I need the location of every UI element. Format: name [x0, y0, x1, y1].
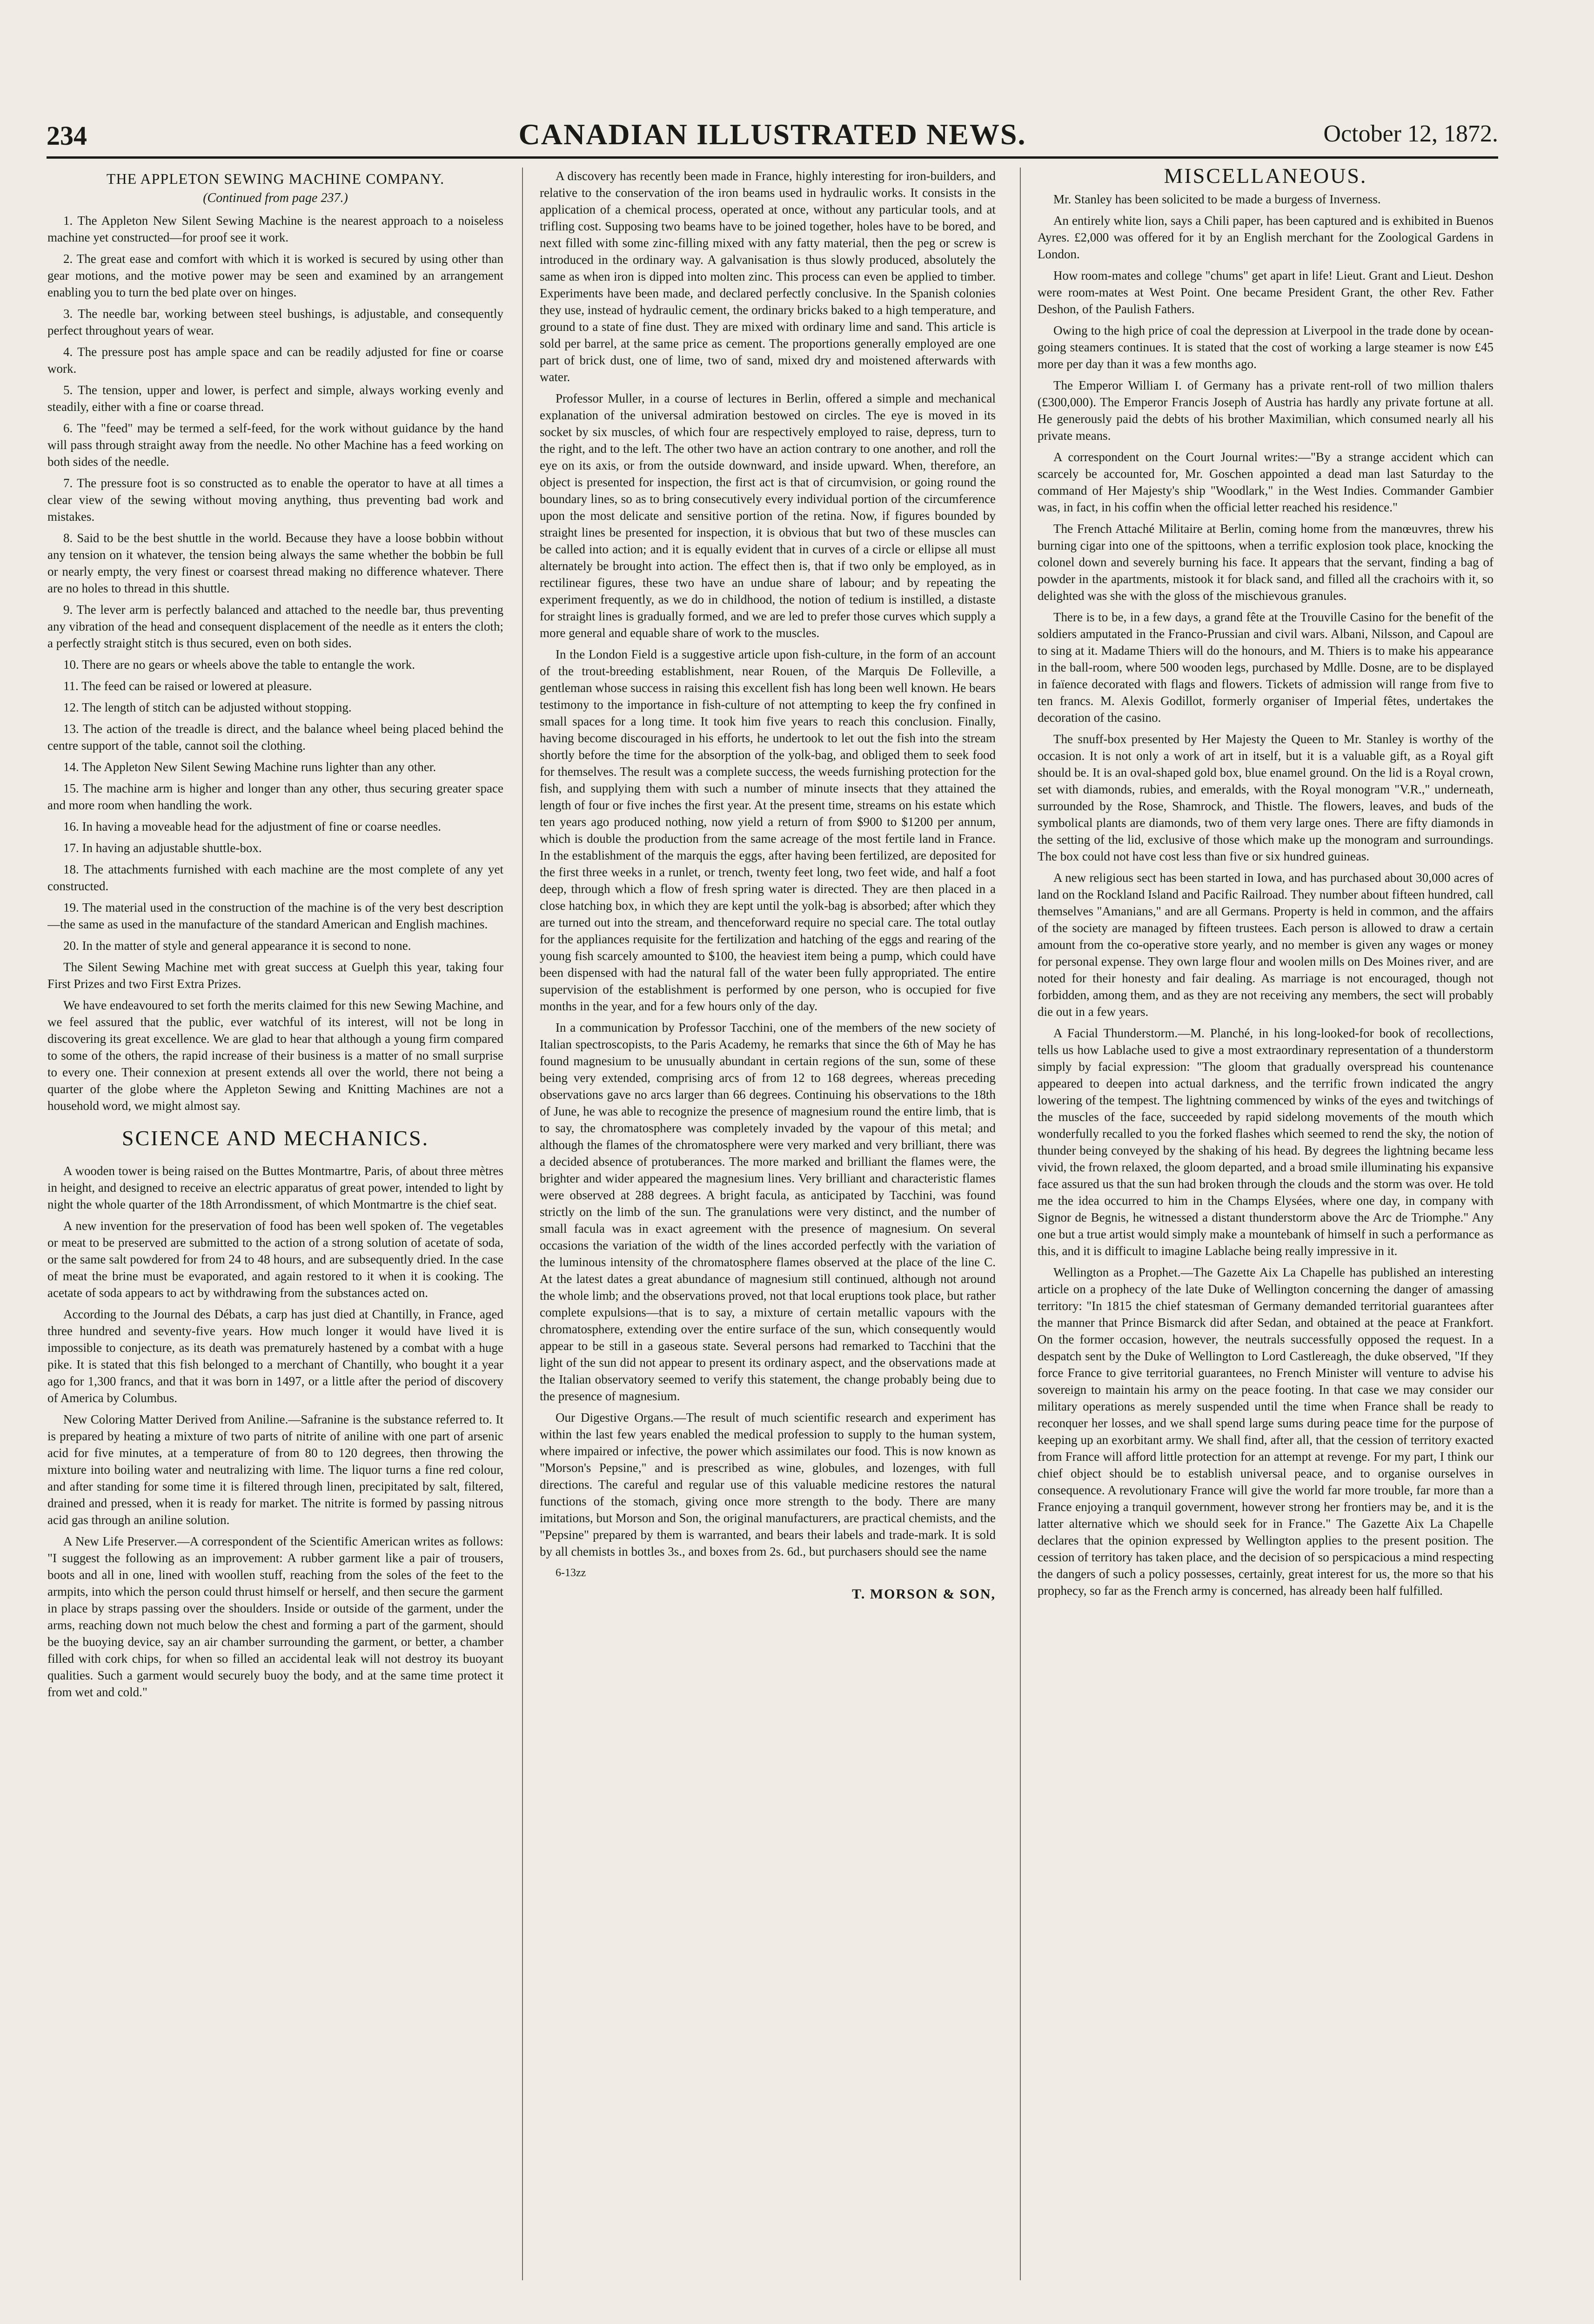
masthead — [47, 116, 1498, 154]
article-body — [1038, 191, 1494, 1599]
paragraph: 10. There are no gears or wheels above the table to entangle the work. — [63, 658, 415, 672]
paragraph: 6. The "feed" may be termed a self-feed, for the work without guidance by the hand will pass through straight away from the needle. No other Machine has a feed working on both sides of the needle. — [47, 421, 503, 469]
paragraph: 19. The material used in the construction of the machine is of the very best description—the same as used in the manufacture of the standard American and English machines. — [47, 900, 503, 931]
page-number: 234 — [47, 121, 87, 151]
paragraph: 17. In having an adjustable shuttle-box. — [63, 841, 262, 855]
section-subheading: (Continued from page 237.) — [203, 191, 348, 205]
masthead-rule — [47, 156, 1498, 159]
paragraph: 9. The lever arm is perfectly balanced and attached to the needle bar, thus preventing any vibration of the head and consequent displacement of the needle as it enters the cloth; a perfectly straight stitch is thus secured, even on both sides. — [47, 603, 503, 650]
paragraph: Our Digestive Organs.—The result of much scientific research and experiment has within the last few years enabled the medical profession to supply to the human system, where impaired or infective, the power which assimilates our food. This is now known as "Morson's Pepsine," and is prescribed as wine, globules, and lozenges, with full directions. The careful and regular use of this valuable medicine restores the natural functions of the stomach, giving once more strength to the body. There are many imitations, but Morson and Son, the original manufacturers, are practical chemists, and the "Pepsine" prepared by them is warranted, and bears their labels and trade-mark. It is sold by all chemists in bottles 3s., and boxes from 2s. 6d., but purchasers should see the name — [540, 1411, 996, 1558]
paragraph: The snuff-box presented by Her Majesty the Queen to Mr. Stanley is worthy of the occasion. It is not only a work of art in itself, but it is a valuable gift, as a Royal gift should be. It is an oval-shaped gold box, blue enamel ground. On the lid is a Royal crown, set with diamonds, rubies, and emeralds, with the Royal monogram "V.R.," underneath, surrounded by the Rose, Shamrock, and Thistle. The flowers, leaves, and buds of the symbolical plants are diamonds, two of them very large ones. There are fifty diamonds in the setting of the lid, exclusive of those which make up the monogram and surroundings. The box could not have cost less than five or six hundred guineas. — [1038, 732, 1494, 863]
article-body — [540, 168, 996, 1560]
paragraph: A new religious sect has been started in Iowa, and has purchased about 30,000 acres of land on the Rockland Island and Pacific Railroad. They number about fifteen hundred, call themselves "Amanians," and are all Germans. Property is held in common, and the affairs of the society are managed by fifteen trustees. Each person is allowed to draw a certain amount from the co-operative store yearly, and no member is given any wages or money for personal expense. They own large flour and woolen mills on Des Moines river, and are noted for their honesty and fair dealing. As marriage is not encouraged, though not forbidden, among them, and as they are not receiving any members, the sect will probably die out in a few years. — [1038, 871, 1494, 1019]
paragraph: 2. The great ease and comfort with which it is worked is secured by using other than gear motions, and the motive power may be seen and examined by an arrangement enabling you to turn the bed plate over on hinges. — [47, 252, 503, 299]
paragraph: A discovery has recently been made in France, highly interesting for iron-builders, and relative to the conservation of the iron beams used in hydraulic works. It consists in the application of a chemical process, operated at once, without any particular tools, and at trifling cost. Supposing two beams have to be joined together, holes have to be bored, and next filled with some zinc-filling mixed with any fatty material, then the peg or screw is introduced in the ordinary way. A galvanisation is thus slowly produced, absolutely the same as when iron is dipped into molten zinc. This process can even be applied to timber. Experiments have been made, and declared perfectly conclusive. In the Spanish colonies they use, instead of hydraulic cement, the ordinary bricks baked to a high temperature, and ground to a state of fine dust. They are mixed with ordinary lime and sand. This article is sold per barrel, at the same price as cement. The proportions generally employed are one part of brick dust, one of lime, two of sand, mixed dry and moistened afterwards with water. — [540, 169, 996, 384]
column-3 — [1038, 168, 1494, 2290]
column-divider — [1020, 168, 1021, 2280]
paragraph: How room-mates and college "chums" get apart in life! Lieut. Grant and Lieut. Deshon were room-mates at West Point. One became President Grant, the other Rev. Father Deshon, of the Paulish Fathers. — [1038, 269, 1494, 316]
paragraph: Professor Muller, in a course of lectures in Berlin, offered a simple and mechanical explanation of the universal admiration bestowed on circles. The eye is moved in its socket by six muscles, of which four are respectively employed to raise, depress, turn to the right, and to the left. The other two have an action contrary to one another, and roll the eye on its axis, or from the outside downward, and inside upward. When, therefore, an object is presented for inspection, the first act is that of circumvision, or going round the boundary lines, so as to bring consecutively every individual portion of the circumference upon the most delicate and sensitive portion of the retina. Now, if figures bounded by straight lines be presented for inspection, it is obvious that but two of these muscles can be called into action; and it is equally evident that in curves of a circle or ellipse all must alternately be brought into action. The effect then is, that if two only be employed, as in rectilinear figures, these two have an undue share of labour; and by repeating the experiment frequently, as we do in childhood, the notion of tedium is instilled, a distaste for straight lines is gradually formed, and we are led to prefer those curves which supply a more general and equable share of work to the muscles. — [540, 391, 996, 640]
paragraph: 3. The needle bar, working between steel bushings, is adjustable, and consequently perfect throughout years of wear. — [47, 307, 503, 337]
newspaper-title: CANADIAN ILLUSTRATED NEWS. — [518, 118, 1026, 151]
column-divider — [522, 168, 523, 2280]
column-1 — [47, 168, 503, 2290]
paragraph: 15. The machine arm is higher and longer than any other, thus securing greater space and more room when handling the work. — [47, 781, 503, 812]
paragraph: 4. The pressure post has ample space and can be readily adjusted for fine or coarse work. — [47, 345, 503, 376]
section-heading: THE APPLETON SEWING MACHINE COMPANY. — [106, 170, 445, 187]
section-heading: MISCELLANEOUS. — [1164, 168, 1367, 188]
paragraph: 20. In the matter of style and general appearance it is second to none. — [63, 939, 411, 953]
paragraph: New Coloring Matter Derived from Aniline.—Safranine is the substance referred to. It is prepared by heating a mixture of two parts of nitrite of aniline with one part of arsenic acid for five minutes, at a temperature of from 80 to 120 degrees, then throwing the mixture into boiling water and neutralizing with lime. The liquor turns a fine red colour, and after standing for some time it is filtered through linen, precipitated by salt, filtered, drained and pressed, when it is ready for market. The nitrite is formed by passing nitrous acid gas through an aniline solution. — [47, 1412, 503, 1527]
paragraph: In a communication by Professor Tacchini, one of the members of the new society of Italian spectroscopists, to the Paris Academy, he remarks that since the 6th of May he has found magnesium to be unusually abundant in certain regions of the sun, some of these being very extended, comprising arcs of from 12 to 168 degrees, whereas preceding observations gave no arcs larger than 66 degrees. Continuing his observations to the 18th of June, he was able to recognize the presence of magnesium round the entire limb, that is to say, the chromatosphere was completely invaded by the vapour of this metal; and although the flames of the chromatosphere were very marked and very brilliant, there was a decided absence of protuberances. The more marked and brilliant the flames were, the brighter and wider appeared the magnesium lines. Very brilliant and characteristic flames were observed at 288 degrees. A bright facula, as anticipated by Tacchini, was found strictly on the limb of the sun. The granulations were very distinct, and the number of small facula was in exact agreement with the presence of magnesium. On several occasions the variation of the width of the lines accorded perfectly with the variation of the luminous intensity of the chromatosphere flames observed at the place of the line C. At the latest dates a great abundance of magnesium still continued, although not around the whole limb; and the observations proved, not that local eruptions took place, but rather complete expulsions—that is to say, a mixture of certain metallic vapours with the chromatosphere, extending over the entire surface of the sun, which consequently would appear to be still in a gaseous state. Several persons had remarked to Tacchini that the light of the sun did not appear to present its ordinary aspect, and the observations made at the Italian observatory seemed to verify this statement, the change probably being due to the presence of magnesium. — [540, 1021, 996, 1403]
paragraph: An entirely white lion, says a Chili paper, has been captured and is exhibited in Buenos Ayres. £2,000 was offered for it by an English merchant for the Zoological Gardens in London. — [1038, 214, 1494, 261]
paragraph: A correspondent on the Court Journal writes:—"By a strange accident which can scarcely be accounted for, Mr. Goschen appointed a dead man last Saturday to the command of Her Majesty's ship "Woodlark," in the West Indies. Commander Gambier was, in fact, in his coffin when the official letter reached his residence." — [1038, 450, 1494, 514]
paragraph: A New Life Preserver.—A correspondent of the Scientific American writes as follows: "I suggest the following as an improvement: A rubber garment like a pair of trousers, boots and all in one, lined with woollen stuff, reaching from the soles of the feet to the armpits, into which the person could thrust himself or herself, and then secure the garment in place by straps passing over the shoulders. Inside or outside of the garment, under the arms, reaching down not much below the chest and forming a part of the garment, should be the buoying device, say an air chamber surrounding the garment, or better, a chamber filled with cork chips, for when so filled an accidental leak will not destroy its buoyant qualities. Such a garment would securely buoy the body, and at the same time protect it from wet and cold." — [47, 1534, 503, 1699]
paragraph: 1. The Appleton New Silent Sewing Machine is the nearest approach to a noiseless machine yet constructed—for proof see it work. — [47, 214, 503, 244]
paragraph: 8. Said to be the best shuttle in the world. Because they have a loose bobbin without any tension on it whatever, the tension being always the same whether the bobbin be full or nearly empty, the very finest or coarsest thread making no difference whatever. There are no holes to thread in this shuttle. — [47, 531, 503, 595]
paragraph: The French Attaché Militaire at Berlin, coming home from the manœuvres, threw his burning cigar into one of the spittoons, when a terrific explosion took place, knocking the colonel down and severely burning his face. It appears that the servant, finding a bag of powder in the apartments, mistook it for black sand, and filled all the crachoirs with it, so delighted was she with the gloss of the mischievous granules. — [1038, 522, 1494, 603]
column-2 — [540, 168, 996, 2290]
paragraph: 14. The Appleton New Silent Sewing Machine runs lighter than any other. — [63, 760, 436, 774]
ad-code: 6-13zz — [556, 1567, 586, 1579]
paragraph: Mr. Stanley has been solicited to be made a burgess of Inverness. — [1053, 192, 1381, 206]
paragraph: 18. The attachments furnished with each machine are the most complete of any yet constructed. — [47, 862, 503, 893]
paragraph: 7. The pressure foot is so constructed as to enable the operator to have at all times a clear view of the sewing without moving anything, thus preventing bad work and mistakes. — [47, 476, 503, 524]
paragraph: 12. The length of stitch can be adjusted without stopping. — [63, 700, 352, 714]
article-body — [47, 212, 503, 1114]
paragraph: 13. The action of the treadle is direct, and the balance wheel being placed behind the centre support of the table, cannot soil the clothing. — [47, 722, 503, 752]
paragraph: A new invention for the preservation of food has been well spoken of. The vegetables or meat to be preserved are submitted to the action of a strong solution of acetate of soda, or the same salt powdered for from 24 to 48 hours, and are subsequently dried. In the case of meat the brine must be evaporated, and again restored to it when it is cooking. The acetate of soda appears to act by withdrawing from the substances acted on. — [47, 1219, 503, 1300]
paragraph: 5. The tension, upper and lower, is perfect and simple, always working evenly and steadily, either with a fine or coarse thread. — [47, 383, 503, 414]
paragraph: The Silent Sewing Machine met with great success at Guelph this year, taking four First Prizes and two First Extra Prizes. — [47, 960, 503, 991]
paragraph: We have endeavoured to set forth the merits claimed for this new Sewing Machine, and we feel assured that the public, ever watchful of its interest, will not be long in discovering its great excellence. We are glad to hear that although a young firm compared to some of the others, the rapid increase of their business is a matter of no small surprise to every one. Their connexion at present extends all over the world, there not being a quarter of the globe where the Appleton Sewing and Knitting Machines are not a household word, we might almost say. — [47, 998, 503, 1113]
paragraph: In the London Field is a suggestive article upon fish-culture, in the form of an account of the trout-breeding establishment, near Rouen, of the Marquis De Folleville, a gentleman whose success in raising this excellent fish has long been well known. He bears testimony to the importance in fish-culture of not attempting to keep the fry confined in small spaces for a long time. It took him five years to reach this conclusion. Finally, having become discouraged in his efforts, he undertook to let out the fish into the stream shortly before the time for the absorption of the yolk-bag, and obliged them to seek food for themselves. The result was a complete success, the weeds furnishing protection for the fish, and supplying them with such a number of minute insects that they attained the length of four or five inches the first year. At the present time, streams on his estate which ten years ago produced nothing, now yield a return of from $900 to $1200 per annum, which is double the production from the same acreage of the most fertile land in France. In the establishment of the marquis the eggs, after having been fertilized, are deposited for the first three weeks in a runlet, or trench, twenty feet long, two feet wide, and half a foot deep, through which a flow of fresh spring water is directed. They are then placed in a close hatching box, in which they are kept until the yolk-bag is absorbed; after which they are turned out into the stream, and thenceforward require no special care. The total outlay for the appliances requisite for the fertilization and hatching of the eggs and rearing of the young fish scarcely amounted to $100, the heaviest item being a pump, which could have been dispensed with had the natural fall of the water been fully appropriated. The entire supervision of the establishment is performed by one person, who is occupied for five months in the year, and for a few hours only of the day. — [540, 647, 996, 1013]
paragraph: A wooden tower is being raised on the Buttes Montmartre, Paris, of about three mètres in height, and designed to receive an electric apparatus of great power, intended to light by night the whole quarter of the 18th Arrondissment, of which Montmartre is the chief seat. — [47, 1164, 503, 1211]
paragraph: A Facial Thunderstorm.—M. Planché, in his long-looked-for book of recollections, tells us how Lablache used to give a most extraordinary representation of a thunderstorm simply by facial expression: "The gloom that gradually overspread his countenance appeared to deepen into actual darkness, and the terrific frown indicated the angry lowering of the tempest. The lightning commenced by winks of the eyes and twitchings of the muscles of the face, succeeded by rapid sidelong movements of the mouth which wonderfully recalled to you the forked flashes which seemed to rend the sky, the notion of thunder being conveyed by the shaking of his head. By degrees the lightning became less vivid, the frown relaxed, the gloom departed, and a broad smile illuminating his expansive face assured us that the sun had broken through the clouds and the storm was over. He told me the idea occurred to him in the Champs Elysées, where one day, in company with Signor de Begnis, he witnessed a distant thunderstorm above the Arc de Triomphe." Any one but a true artist would simply make a mountebank of himself in such a performance as this, and it is difficult to imagine Lablache being really impressive in it. — [1038, 1026, 1494, 1258]
paragraph: The Emperor William I. of Germany has a private rent-roll of two million thalers (£300,000). The Emperor Francis Joseph of Austria has hardly any private fortune at all. He generously paid the debts of his brother Maximilian, which consumed nearly all his private means. — [1038, 378, 1494, 443]
paragraph: Owing to the high price of coal the depression at Liverpool in the trade done by ocean-going steamers continues. It is stated that the cost of working a large steamer is now £45 more per day than it was a few months ago. — [1038, 323, 1494, 371]
paragraph: Wellington as a Prophet.—The Gazette Aix La Chapelle has published an interesting article on a prophecy of the late Duke of Wellington concerning the danger of amassing territory: "In 1815 the chief statesman of Germany demanded territorial guarantees after the manner that Prince Bismarck did after Sedan, and obtained at the peace at Frankfort. On the former occasion, however, the neutrals successfully opposed the request. In a despatch sent by the Duke of Wellington to Lord Castlereagh, the duke observed, "If they force France to give territorial guarantees, no French Minister will venture to advise his sovereign to maintain his army on the peace footing. In that case we may consider our military operations as merely suspended until the time when France shall be ready to reconquer her losses, and we shall spend large sums during peace time for the purpose of keeping up an exorbitant army. We shall find, after all, that the cession of territory exacted from France will afford little protection for an attempt at revenge. For my part, I think our chief object should be to establish universal peace, and to organise ourselves in consequence. A revolutionary France will give the world far more trouble, far more than a France enjoying a tranquil government, however strong her frontiers may be, and it is the latter alternative which we should seek for in France." The Gazette Aix La Chapelle declares that the opinion expressed by Wellington applies to the present position. The cession of territory has taken place, and the decision of so perspicacious a mind respecting the dangers of such a policy possesses, certainly, great interest for us, the more so that his prophecy, so far as the French army is concerned, has already been half fulfilled. — [1038, 1265, 1494, 1598]
paragraph: There is to be, in a few days, a grand fête at the Trouville Casino for the benefit of the soldiers amputated in the Franco-Prussian and civil wars. Albani, Nilsson, and Capoul are to sing at it. Madame Thiers will do the honours, and M. Thiers is to make his appearance in the ball-room, where 500 wooden legs, purchased by Mdlle. Dosne, are to be displayed in faïence decorated with flags and flowers. Tickets of admission will range from five to ten francs. M. Alexis Godillot, formerly organiser of Imperial fêtes, undertakes the decoration of the casino. — [1038, 610, 1494, 725]
advertiser-signature: T. MORSON & SON, — [852, 1586, 996, 1602]
paragraph: According to the Journal des Débats, a carp has just died at Chantilly, in France, aged three hundred and seventy-five years. How much longer it would have lived it is impossible to conjecture, as its death was prematurely hastened by a combat with a huge pike. It is stated that this fish belonged to a merchant of Chantilly, who bought it a year ago for 1,300 francs, and that it was born in 1497, or a little after the period of discovery of America by Columbus. — [47, 1307, 503, 1405]
paragraph: 16. In having a moveable head for the adjustment of fine or coarse needles. — [63, 819, 441, 833]
section-heading: SCIENCE AND MECHANICS. — [121, 1126, 429, 1150]
paragraph: 11. The feed can be raised or lowered at pleasure. — [63, 679, 312, 693]
issue-date: October 12, 1872. — [1323, 121, 1498, 147]
article-body — [47, 1162, 503, 1700]
